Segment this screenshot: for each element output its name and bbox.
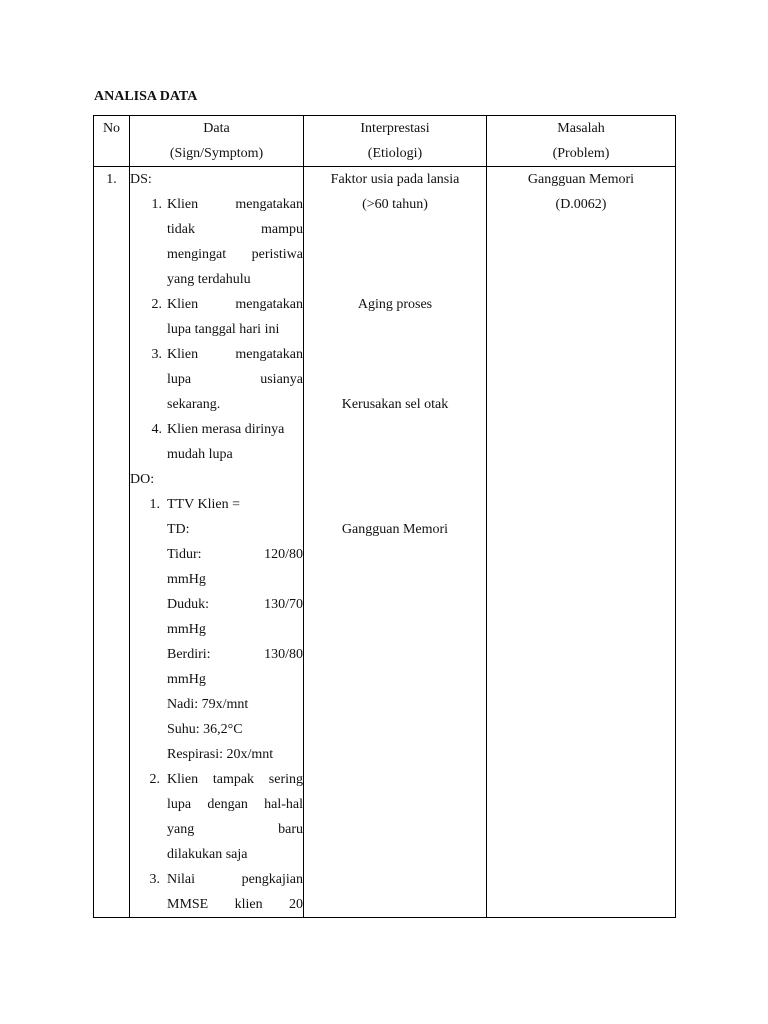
ds-label: DS: xyxy=(130,172,152,187)
do-label: DO: xyxy=(130,472,155,487)
header-no: No xyxy=(94,116,130,167)
analysis-table xyxy=(93,115,676,918)
header-masalah: Masalah (Problem) xyxy=(487,116,676,167)
header-interpretasi: Interprestasi (Etiologi) xyxy=(304,116,487,167)
ds-item: 2. Klien mengatakan lupa tanggal hari ini xyxy=(151,297,303,337)
row-number: 1. xyxy=(94,167,130,918)
ds-item: 1. Klien mengatakan tidak mampu mengingat peristiwa yang terdahulu xyxy=(151,197,303,287)
header-data: Data (Sign/Symptom) xyxy=(130,116,304,167)
interpretasi-cell: Faktor usia pada lansia (>60 tahun) Aging proses Kerusakan sel otak Gangguan Memori xyxy=(304,167,487,918)
do-item: 2. Klien tampak sering lupa dengan hal-hal yang baru dilakukan saja xyxy=(149,772,303,862)
table-header-row xyxy=(94,116,676,167)
page-title: ANALISA DATA xyxy=(94,89,198,104)
data-cell xyxy=(130,167,304,918)
masalah-cell: Gangguan Memori (D.0062) xyxy=(487,167,676,918)
table-row xyxy=(94,167,676,918)
ds-item: 4. Klien merasa dirinya mudah lupa xyxy=(151,422,285,462)
ds-item: 3. Klien mengatakan lupa usianya sekarang. xyxy=(151,347,303,412)
do-item: 3. Nilai pengkajian MMSE klien 20 xyxy=(149,872,303,912)
do-item-vitals: 1. TTV Klien = TD: Tidur: 120/80 mmHg Duduk: 130/70 mmHg Berdiri: 130/80 mmHg Nadi: 79x/mnt Suhu: 36,2°C Respirasi: 20x/mnt xyxy=(149,497,303,762)
